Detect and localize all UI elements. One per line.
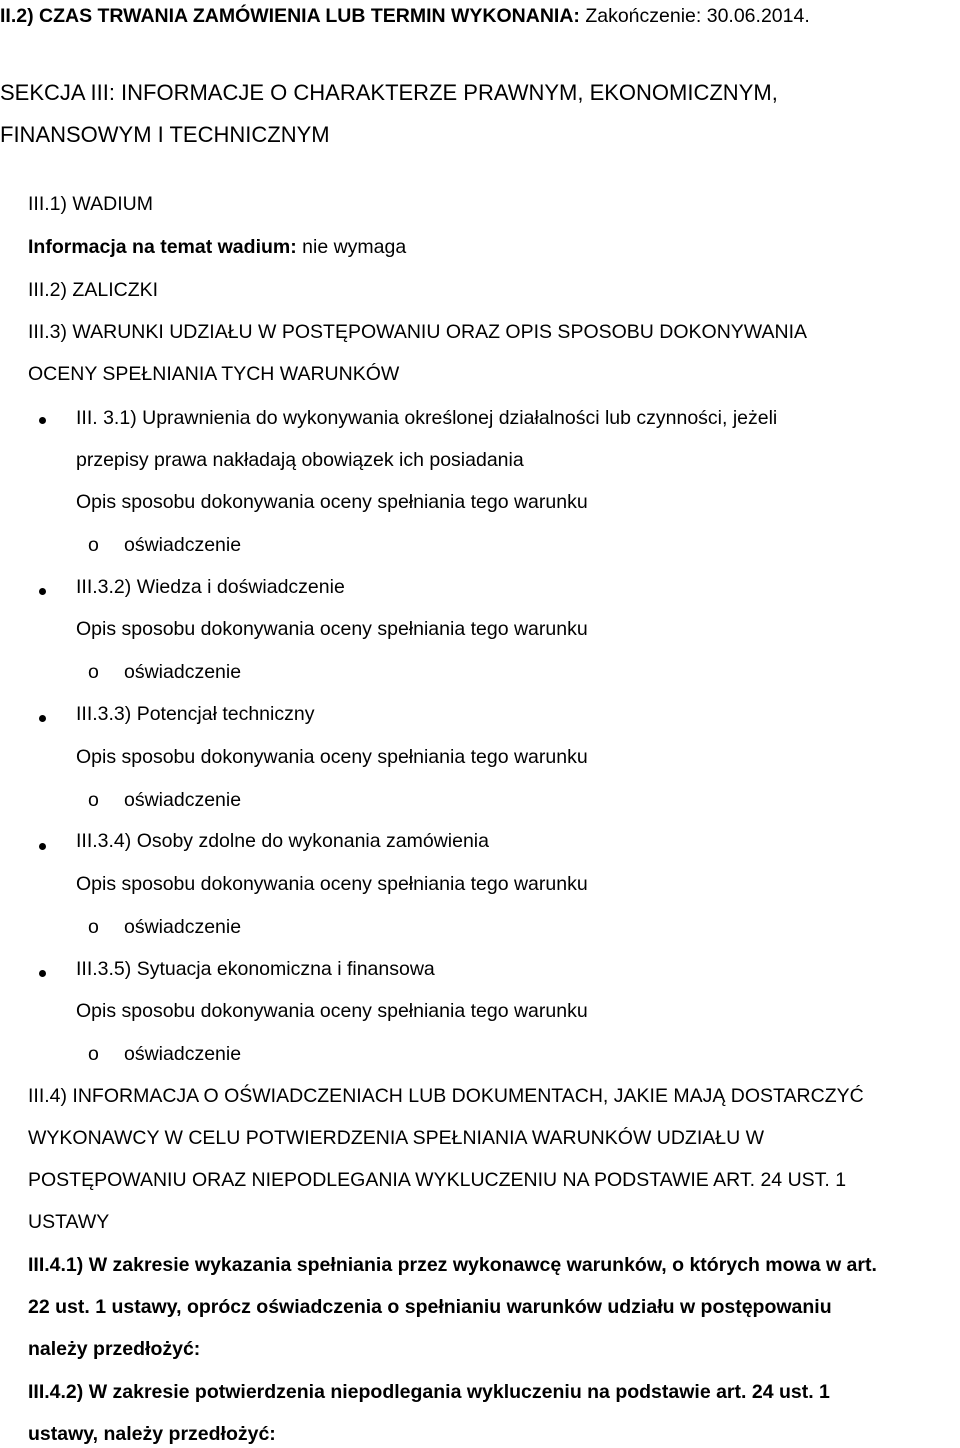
warunek-2-value: oświadczenie [124,661,242,683]
circle-bullet-icon: o [88,1043,99,1065]
warunek-1-desc: Opis sposobu dokonywania oceny spełniania tego warunku [76,491,588,513]
informacja-heading-line1: III.4) INFORMACJA O OŚWIADCZENIACH LUB DOKUMENTACH, JAKIE MAJĄ DOSTARCZYĆ [28,1085,864,1107]
section-title-line1: SEKCJA III: INFORMACJE O CHARAKTERZE PRAWNYM, EKONOMICZNYM, [0,80,778,105]
bullet-icon [39,715,46,722]
warunek-4-desc: Opis sposobu dokonywania oceny spełniania tego warunku [76,873,588,895]
informacja-heading-line3: POSTĘPOWANIU ORAZ NIEPODLEGANIA WYKLUCZENIU NA PODSTAWIE ART. 24 UST. 1 [28,1169,847,1191]
circle-bullet-icon: o [88,789,99,811]
warunki-heading-line2: OCENY SPEŁNIANIA TYCH WARUNKÓW [28,363,400,385]
bullet-icon [39,588,46,595]
warunek-5-title: III.3.5) Sytuacja ekonomiczna i finansowa [76,958,435,980]
circle-bullet-icon: o [88,661,99,683]
czas-trwania-value: Zakończenie: 30.06.2014. [585,5,810,27]
circle-bullet-icon: o [88,534,99,556]
informacja-heading-line4: USTAWY [28,1211,110,1233]
warunek-2-title: III.3.2) Wiedza i doświadczenie [76,576,345,598]
warunek-3-desc: Opis sposobu dokonywania oceny spełniania tego warunku [76,746,588,768]
informacja-heading-line2: WYKONAWCY W CELU POTWIERDZENIA SPEŁNIANIA WARUNKÓW UDZIAŁU W [28,1127,765,1149]
warunek-1-title-line1: III. 3.1) Uprawnienia do wykonywania określonej działalności lub czynności, jeżeli [76,407,778,429]
informacja-sub1-line1: III.4.1) W zakresie wykazania spełniania przez wykonawcę warunków, o których mowa w art. [28,1254,877,1276]
informacja-sub1-line2: 22 ust. 1 ustawy, oprócz oświadczenia o spełnianiu warunków udziału w postępowaniu [28,1296,832,1318]
circle-bullet-icon: o [88,916,99,938]
informacja-sub2-line1: III.4.2) W zakresie potwierdzenia niepodlegania wykluczeniu na podstawie art. 24 ust. 1 [28,1381,830,1403]
bullet-icon [39,843,46,850]
warunki-heading-line1: III.3) WARUNKI UDZIAŁU W POSTĘPOWANIU ORAZ OPIS SPOSOBU DOKONYWANIA [28,321,808,343]
warunek-3-value: oświadczenie [124,789,242,811]
warunek-4-title: III.3.4) Osoby zdolne do wykonania zamówienia [76,830,489,852]
warunek-5-value: oświadczenie [124,1043,242,1065]
zaliczki-heading: III.2) ZALICZKI [28,279,159,301]
warunek-5-desc: Opis sposobu dokonywania oceny spełniania tego warunku [76,1000,588,1022]
czas-trwania-label: II.2) CZAS TRWANIA ZAMÓWIENIA LUB TERMIN WYKONANIA: [0,5,580,27]
czas-trwania-line [0,4,810,28]
bullet-icon [39,417,46,424]
warunek-1-value: oświadczenie [124,534,242,556]
wadium-info-value: nie wymaga [302,236,407,258]
warunek-4-value: oświadczenie [124,916,242,938]
section-title-line2: FINANSOWYM I TECHNICZNYM [0,122,330,147]
informacja-sub1-line3: należy przedłożyć: [28,1338,201,1360]
wadium-heading: III.1) WADIUM [28,193,153,215]
warunek-1-title-line2: przepisy prawa nakładają obowiązek ich posiadania [76,449,524,471]
warunek-2-desc: Opis sposobu dokonywania oceny spełniania tego warunku [76,618,588,640]
informacja-sub2-line2: ustawy, należy przedłożyć: [28,1423,276,1445]
wadium-info [28,235,406,259]
warunek-3-title: III.3.3) Potencjał techniczny [76,703,315,725]
wadium-info-label: Informacja na temat wadium: [28,236,297,258]
bullet-icon [39,970,46,977]
